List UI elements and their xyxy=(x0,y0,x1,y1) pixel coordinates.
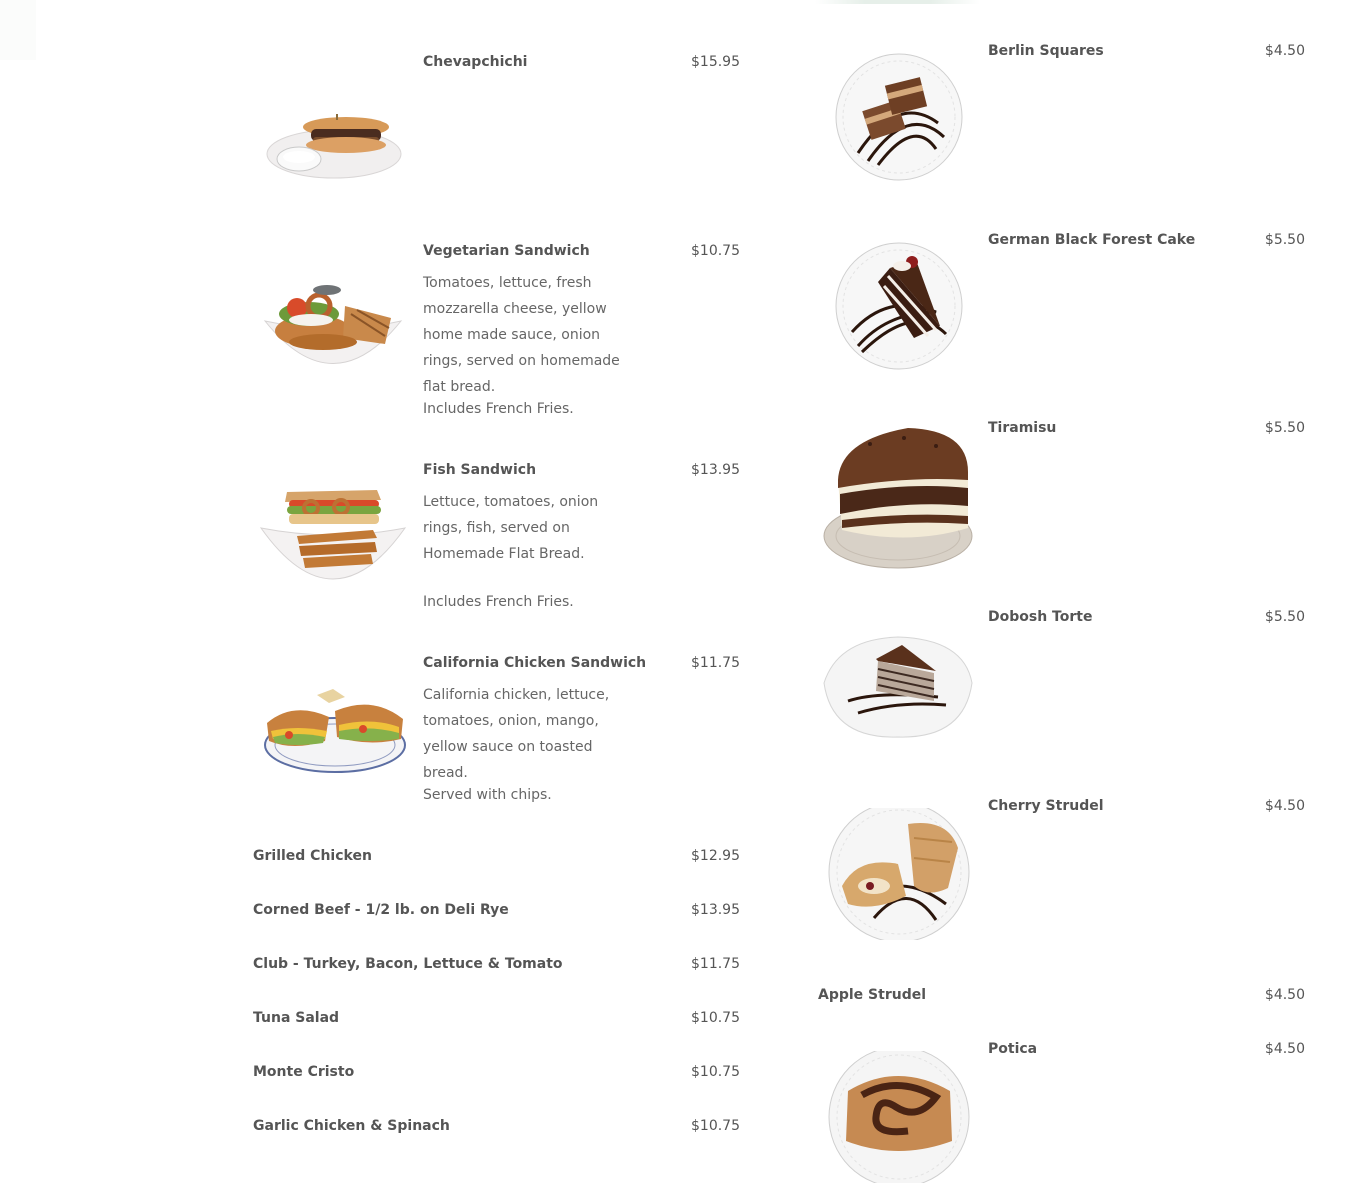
dobosh-torte-icon xyxy=(818,631,978,743)
item-price: $10.75 xyxy=(691,1064,740,1080)
menu-item[interactable] xyxy=(818,418,1305,578)
menu-item[interactable] xyxy=(818,230,1305,380)
item-name: Apple Strudel xyxy=(818,987,927,1003)
berlin-squares-icon xyxy=(818,53,978,185)
item-price: $4.50 xyxy=(1264,798,1305,814)
item-name: Tuna Salad xyxy=(253,1010,340,1026)
item-name: Club - Turkey, Bacon, Lettuce & Tomato xyxy=(253,956,563,972)
item-price: $11.75 xyxy=(691,956,740,972)
item-price: $4.50 xyxy=(1264,987,1305,1003)
item-price: $5.50 xyxy=(1264,609,1305,625)
item-extra-note: Includes French Fries. xyxy=(423,594,574,610)
item-name: German Black Forest Cake xyxy=(988,232,1196,248)
menu-item[interactable] xyxy=(253,1008,740,1028)
fish-sandwich-icon xyxy=(253,480,413,590)
item-extra-note: Served with chips. xyxy=(423,787,552,803)
item-name: Potica xyxy=(988,1041,1038,1057)
menu-item[interactable] xyxy=(253,52,740,222)
item-name: Monte Cristo xyxy=(253,1064,355,1080)
item-name: Fish Sandwich xyxy=(423,462,537,478)
item-price: $5.50 xyxy=(1264,232,1305,248)
item-name: Grilled Chicken xyxy=(253,848,372,864)
item-extra-note: Includes French Fries. xyxy=(423,401,574,417)
menu-item[interactable] xyxy=(818,985,1305,1005)
item-name: Berlin Squares xyxy=(988,43,1104,59)
corner-decoration xyxy=(0,0,36,60)
menu-item[interactable] xyxy=(253,954,740,974)
item-price: $11.75 xyxy=(691,655,740,671)
item-price: $5.50 xyxy=(1264,420,1305,436)
menu-item[interactable] xyxy=(818,41,1305,191)
menu-item[interactable] xyxy=(253,846,740,866)
item-description: Lettuce, tomatoes, onion rings, fish, served on Homemade Flat Bread. xyxy=(423,494,599,562)
cherry-strudel-icon xyxy=(818,808,978,940)
item-price: $4.50 xyxy=(1264,1041,1305,1057)
menu-item[interactable] xyxy=(253,1062,740,1082)
item-price: $12.95 xyxy=(691,848,740,864)
black-forest-cake-icon xyxy=(818,242,978,374)
menu-item[interactable] xyxy=(818,796,1305,956)
menu-item[interactable] xyxy=(253,900,740,920)
item-name: Cherry Strudel xyxy=(988,798,1104,814)
item-name: Corned Beef - 1/2 lb. on Deli Rye xyxy=(253,902,509,918)
item-price: $10.75 xyxy=(691,1010,740,1026)
california-chicken-sandwich-icon xyxy=(253,681,413,781)
menu-item[interactable] xyxy=(818,1039,1305,1140)
chevapchichi-plate-icon xyxy=(253,82,413,182)
menu-item[interactable] xyxy=(253,653,740,833)
vegetarian-sandwich-icon xyxy=(253,266,413,376)
item-name: Chevapchichi xyxy=(423,54,528,70)
menu-item[interactable] xyxy=(253,1116,740,1136)
item-price: $13.95 xyxy=(691,902,740,918)
item-price: $13.95 xyxy=(691,462,740,478)
item-description: California chicken, lettuce, tomatoes, onion, mango, yellow sauce on toasted bread. xyxy=(423,687,610,781)
menu-item[interactable] xyxy=(253,460,740,640)
item-name: Tiramisu xyxy=(988,420,1057,436)
item-name: Garlic Chicken & Spinach xyxy=(253,1118,450,1134)
tiramisu-icon xyxy=(818,420,978,570)
item-price: $10.75 xyxy=(691,1118,740,1134)
item-price: $4.50 xyxy=(1264,43,1305,59)
menu-item[interactable] xyxy=(253,241,740,441)
item-price: $10.75 xyxy=(691,243,740,259)
item-description: Tomatoes, lettuce, fresh mozzarella cheese, yellow home made sauce, onion rings, served on homemade flat bread. xyxy=(423,275,620,395)
item-name: Vegetarian Sandwich xyxy=(423,243,590,259)
item-price: $15.95 xyxy=(691,54,740,70)
item-name: California Chicken Sandwich xyxy=(423,655,647,671)
potica-icon xyxy=(818,1051,978,1183)
item-name: Dobosh Torte xyxy=(988,609,1093,625)
menu-item[interactable] xyxy=(818,607,1305,767)
cropped-image-edge xyxy=(815,0,980,4)
